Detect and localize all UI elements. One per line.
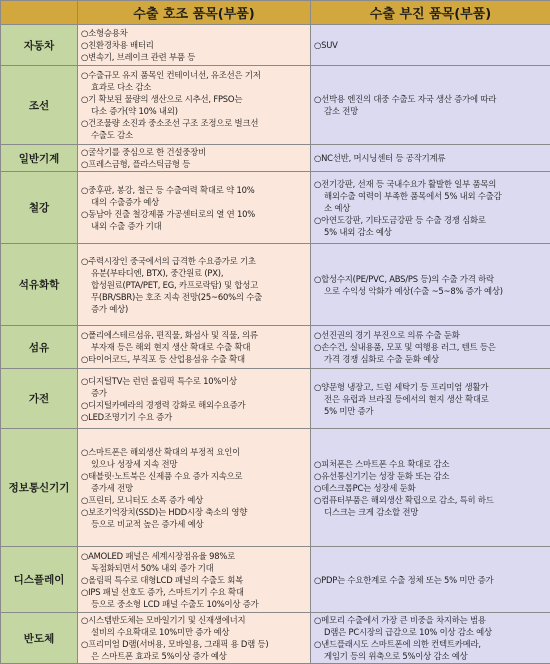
category-cell: 자동차 bbox=[1, 25, 78, 66]
item-line: ○수출규모 유지 품목인 컨테이너선, 유조선은 기저 bbox=[81, 69, 307, 81]
item-line: 해외수출 여력이 부족한 품목에서 5% 내외 수출감 bbox=[314, 190, 547, 202]
category-cell: 조선 bbox=[1, 66, 78, 145]
header-export-weak: 수출 부진 품목(부품) bbox=[311, 1, 550, 25]
item-line: 감소 전망 bbox=[314, 105, 547, 117]
item-line: ○전기강판, 선재 등 국내수요가 활발한 일부 품목의 bbox=[314, 178, 547, 190]
item-line: 있으나 성장세 지속 전망 bbox=[81, 458, 307, 470]
category-cell: 정보통신기기 bbox=[1, 429, 78, 547]
item-line: ○데스크톱PC는 성장세 둔화 bbox=[314, 482, 547, 494]
export-weak-cell bbox=[311, 547, 550, 613]
table-row bbox=[1, 547, 550, 613]
item-line: ○프리미엄 D램(서버용, 모바일용, 그래픽 용 D램 등) bbox=[81, 638, 307, 650]
item-line: ○유선통신기기는 성장 둔화 또는 감소 bbox=[314, 470, 547, 482]
export-strong-cell bbox=[78, 25, 311, 66]
category-cell: 가전 bbox=[1, 369, 78, 429]
export-weak-cell bbox=[311, 172, 550, 244]
item-line: 대의 수출증가 예상 bbox=[81, 196, 307, 208]
item-line: ○AMOLED 패널은 세계시장점유율 98%로 bbox=[81, 550, 307, 562]
item-line: ○시스템반도체는 모바일기기 및 신재생에너지 bbox=[81, 614, 307, 626]
export-weak-cell bbox=[311, 244, 550, 326]
header-export-strong: 수출 호조 품목(부품) bbox=[78, 1, 311, 25]
header-corner-cell bbox=[1, 1, 78, 25]
item-line: ○메모리 수출에서 가장 큰 비중을 차지하는 범용 bbox=[314, 614, 547, 626]
item-line: ○피처폰은 스마트폰 수요 확대로 감소 bbox=[314, 458, 547, 470]
item-line: ○선진권의 경기 부진으로 의류 수출 둔화 bbox=[314, 329, 547, 341]
export-weak-cell bbox=[311, 369, 550, 429]
table-row bbox=[1, 429, 550, 547]
category-cell: 섬유 bbox=[1, 326, 78, 369]
item-line: ○변속기, 브레이크 관련 부품 등 bbox=[81, 51, 307, 63]
category-cell: 반도체 bbox=[1, 613, 78, 664]
table-row bbox=[1, 25, 550, 66]
item-line: 등으로 비교적 높은 증가세 예상 bbox=[81, 518, 307, 530]
table-row bbox=[1, 145, 550, 172]
table-row bbox=[1, 613, 550, 664]
item-line: ○소형승용차 bbox=[81, 27, 307, 39]
export-weak-cell bbox=[311, 429, 550, 547]
item-line: 합성원료(PTA/PET, EG, 카프로락탐) 및 합성고 bbox=[81, 279, 307, 291]
export-strong-cell bbox=[78, 613, 311, 664]
item-line: ○보조기억장치(SSD)는 HDD시장 축소의 영향 bbox=[81, 506, 307, 518]
table-row bbox=[1, 66, 550, 145]
item-line: ○건조물량 소진과 중소조선 구조 조정으로 벌크선 bbox=[81, 117, 307, 129]
item-line: ○아연도강판, 기타도금강판 등 수출 경쟁 심화로 bbox=[314, 214, 547, 226]
item-line: 으로 수익성 악화가 예상(수출 ~5~8% 증가 예상) bbox=[314, 285, 547, 297]
item-line: 부자재 등은 해외 현지 생산 확대로 수출 확대 bbox=[81, 341, 307, 353]
item-line: 다소 증가(약 10% 내외) bbox=[81, 105, 307, 117]
item-line: ○굴삭기를 중심으로 한 건설중장비 bbox=[81, 146, 307, 158]
export-strong-cell bbox=[78, 145, 311, 172]
item-line: ○컴퓨터부품은 해외생산 확립으로 감소, 특히 하드 bbox=[314, 494, 547, 506]
item-line: ○올림픽 특수로 대형LCD 패널의 수출도 회복 bbox=[81, 574, 307, 586]
export-strong-cell bbox=[78, 429, 311, 547]
item-line: 은 스마트폰 효과로 5%이상 증가 예상 bbox=[81, 650, 307, 662]
item-line: ○중후판, 봉강, 철근 등 수출여력 확대로 약 10% bbox=[81, 184, 307, 196]
item-line: ○동남아 진출 철강제품 가공센터로의 열 연 10% bbox=[81, 208, 307, 220]
item-line: 등으로 중소형 LCD 패널 수출도 10%이상 증가 bbox=[81, 598, 307, 610]
table-row bbox=[1, 369, 550, 429]
export-strong-cell bbox=[78, 66, 311, 145]
export-weak-cell bbox=[311, 613, 550, 664]
category-cell: 일반기계 bbox=[1, 145, 78, 172]
item-line: ○주력시장인 중국에서의 급격한 수요증가로 기초 bbox=[81, 255, 307, 267]
item-line: 내외 수출 증가 기대 bbox=[81, 220, 307, 232]
item-line: ○스마트폰은 해외생산 확대의 부정적 요인이 bbox=[81, 446, 307, 458]
item-line: ○양문형 냉장고, 드럼 세탁기 등 프리미엄 생활가 bbox=[314, 381, 547, 393]
export-strong-cell bbox=[78, 369, 311, 429]
item-line: ○선박용 엔진의 대중 수출도 자국 생산 증가에 따라 bbox=[314, 93, 547, 105]
table-row bbox=[1, 326, 550, 369]
item-line: 증가 bbox=[81, 387, 307, 399]
item-line: ○NC선반, 머시닝센터 등 공작기계류 bbox=[314, 152, 547, 164]
export-strong-cell bbox=[78, 326, 311, 369]
table-body bbox=[1, 25, 550, 664]
item-line: ○합성수지(PE/PVC, ABS/PS 등)의 수출 가격 하락 bbox=[314, 273, 547, 285]
export-strong-cell bbox=[78, 244, 311, 326]
item-line: 게임기 등의 위축으로 5%이상 감소 예상 bbox=[314, 650, 547, 662]
table-row bbox=[1, 172, 550, 244]
item-line: 독점화되면서 50% 내외 증가 기대 bbox=[81, 562, 307, 574]
export-weak-cell bbox=[311, 66, 550, 145]
export-strong-cell bbox=[78, 172, 311, 244]
item-line: ○디지털카메라의 경쟁력 강화로 해외수요증가 bbox=[81, 399, 307, 411]
table-row bbox=[1, 244, 550, 326]
item-line: ○프레스금형, 플라스틱금형 등 bbox=[81, 158, 307, 170]
item-line: ○타이어코드, 부직포 등 산업용섬유 수출 확대 bbox=[81, 353, 307, 365]
item-line: ○친환경차용 배터리 bbox=[81, 39, 307, 51]
item-line: 가격 경쟁 심화로 수출 둔화 예상 bbox=[314, 353, 547, 365]
item-line: ○LED조명기기 수요 증가 bbox=[81, 411, 307, 423]
item-line: 5% 미만 증가 bbox=[314, 405, 547, 417]
item-line: 증가세 전망 bbox=[81, 482, 307, 494]
item-line: ○태블릿·노트북은 신제품 수요 증가 지속으로 bbox=[81, 470, 307, 482]
category-cell: 디스플레이 bbox=[1, 547, 78, 613]
category-cell: 철강 bbox=[1, 172, 78, 244]
item-line: 5% 내외 감소 예상 bbox=[314, 226, 547, 238]
item-line: ○SUV bbox=[314, 39, 547, 51]
item-line: ○디지털TV는 런던 올림픽 특수로 10%이상 bbox=[81, 375, 307, 387]
item-line: 설비의 수요확대로 10%미만 증가 예상 bbox=[81, 626, 307, 638]
item-line: 디스크는 크게 감소할 전망 bbox=[314, 506, 547, 518]
export-strong-cell bbox=[78, 547, 311, 613]
export-weak-cell bbox=[311, 326, 550, 369]
item-line: 전은 유럽과 브라질 등에서의 현지 생산 확대로 bbox=[314, 393, 547, 405]
export-weak-cell bbox=[311, 145, 550, 172]
item-line: 수출도 감소 bbox=[81, 129, 307, 141]
export-weak-cell bbox=[311, 25, 550, 66]
item-line: 유분(부타디엔, BTX), 중간원료 (PX), bbox=[81, 267, 307, 279]
item-line: 증가 예상) bbox=[81, 303, 307, 315]
category-cell: 석유화학 bbox=[1, 244, 78, 326]
item-line: ○PDP는 수요한계로 수출 정체 또는 5% 미만 증가 bbox=[314, 574, 547, 586]
item-line: 소 예상 bbox=[314, 202, 547, 214]
item-line: ○프린터, 모니터도 소폭 증가 예상 bbox=[81, 494, 307, 506]
item-line: ○낸드플래시도 스마트폰에 의한 컨텍트카메라, bbox=[314, 638, 547, 650]
header-row bbox=[1, 1, 550, 25]
item-line: 효과로 다소 감소 bbox=[81, 81, 307, 93]
item-line: 무(BR/SBR)는 호조 지속 전망(25~60%의 수출 bbox=[81, 291, 307, 303]
item-line: ○손수건, 실내용품, 모포 및 여행용 러그, 텐트 등은 bbox=[314, 341, 547, 353]
item-line: ○폴리에스테르섬유, 편직물, 화섬사 및 직물, 의류 bbox=[81, 329, 307, 341]
item-line: ○기 확보된 물량의 생산으로 시추선, FPSO는 bbox=[81, 93, 307, 105]
item-line: ○IPS 패널 선호도 증가, 스마트기기 수요 확대 bbox=[81, 586, 307, 598]
item-line: D램은 PC시장의 급감으로 10% 이상 감소 예상 bbox=[314, 626, 547, 638]
